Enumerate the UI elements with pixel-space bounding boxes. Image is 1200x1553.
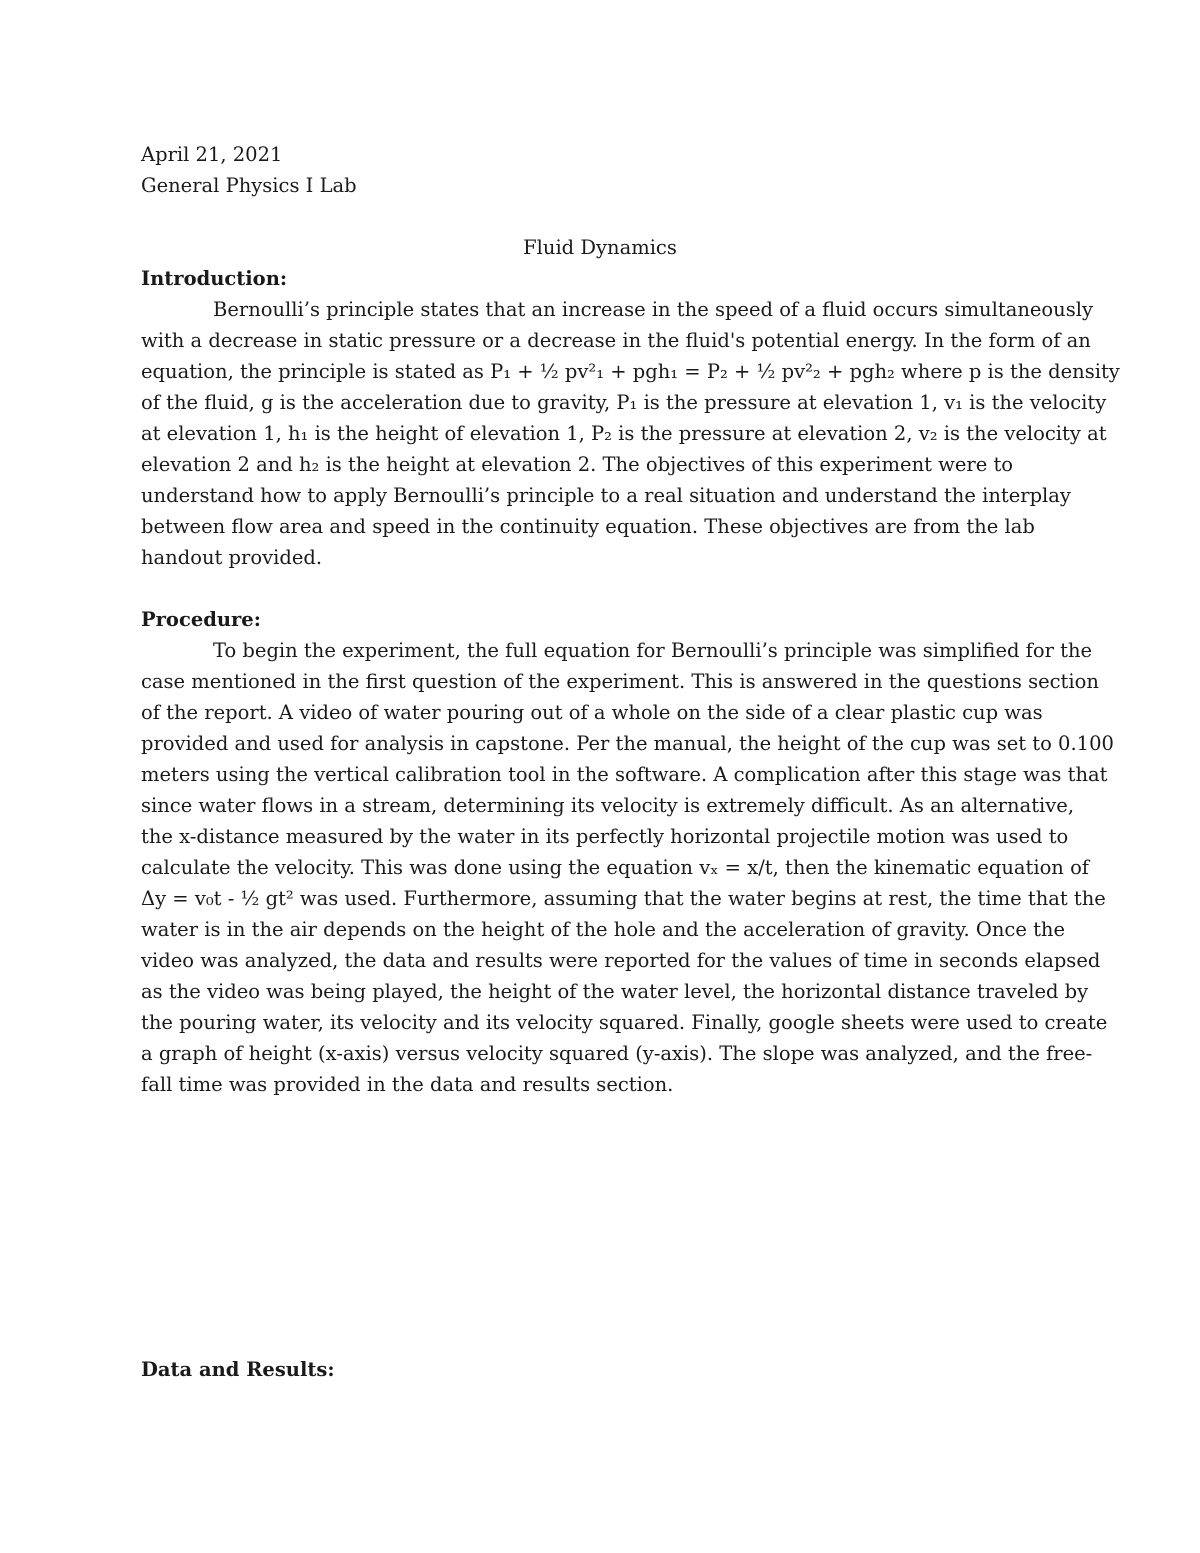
document-page xyxy=(141,139,1120,1385)
introduction-line: with a decrease in static pressure or a decrease in the fluid's potential energy. In the form of an xyxy=(141,329,1091,352)
blank-line xyxy=(141,201,1061,232)
introduction-line: of the fluid, g is the acceleration due to gravity, P₁ is the pressure at elevation 1, v₁ is the velocity xyxy=(141,391,1107,414)
procedure-line: water is in the air depends on the height of the hole and the acceleration of gravity. Once the xyxy=(141,918,1066,941)
page-whitespace xyxy=(141,1100,1061,1354)
procedure-line: the x-distance measured by the water in its perfectly horizontal projectile motion was used to xyxy=(141,825,1069,848)
data-results-heading: Data and Results: xyxy=(141,1358,335,1381)
procedure-line: provided and used for analysis in capstone. Per the manual, the height of the cup was set to 0.100 xyxy=(141,732,1114,755)
procedure-line: calculate the velocity. This was done using the equation vₓ = x/t, then the kinematic equation of xyxy=(141,856,1090,879)
procedure-line: of the report. A video of water pouring out of a whole on the side of a clear plastic cup was xyxy=(141,701,1043,724)
procedure-line: video was analyzed, the data and results were reported for the values of time in seconds elapsed xyxy=(141,949,1101,972)
procedure-line: case mentioned in the first question of the experiment. This is answered in the questions section xyxy=(141,670,1099,693)
introduction-line: between flow area and speed in the continuity equation. These objectives are from the lab xyxy=(141,515,1035,538)
procedure-line: since water flows in a stream, determining its velocity is extremely difficult. As an alternative, xyxy=(141,794,1075,817)
procedure-line: Δy = v₀t - ½ gt² was used. Furthermore, assuming that the water begins at rest, the time that the xyxy=(141,887,1106,910)
introduction-line: handout provided. xyxy=(141,546,323,569)
procedure-line: fall time was provided in the data and results section. xyxy=(141,1073,674,1096)
procedure-line: a graph of height (x-axis) versus velocity squared (y-axis). The slope was analyzed, and the free- xyxy=(141,1042,1093,1065)
blank-line xyxy=(141,573,1061,604)
document-date: April 21, 2021 xyxy=(141,143,283,166)
document-title: Fluid Dynamics xyxy=(523,236,677,259)
procedure-line: To begin the experiment, the full equation for Bernoulli’s principle was simplified for the xyxy=(213,639,1093,662)
procedure-line: as the video was being played, the height of the water level, the horizontal distance traveled by xyxy=(141,980,1089,1003)
introduction-heading: Introduction: xyxy=(141,267,288,290)
procedure-line: meters using the vertical calibration tool in the software. A complication after this stage was that xyxy=(141,763,1108,786)
course-name: General Physics I Lab xyxy=(141,174,357,197)
introduction-line: at elevation 1, h₁ is the height of elevation 1, P₂ is the pressure at elevation 2, v₂ is the velocity at xyxy=(141,422,1107,445)
introduction-line: understand how to apply Bernoulli’s principle to a real situation and understand the interplay xyxy=(141,484,1071,507)
introduction-line: Bernoulli’s principle states that an increase in the speed of a fluid occurs simultaneously xyxy=(213,298,1093,321)
procedure-line: the pouring water, its velocity and its velocity squared. Finally, google sheets were used to create xyxy=(141,1011,1108,1034)
introduction-line: equation, the principle is stated as P₁ + ½ pv²₁ + pgh₁ = P₂ + ½ pv²₂ + pgh₂ where p is the density xyxy=(141,360,1120,383)
introduction-line: elevation 2 and h₂ is the height at elevation 2. The objectives of this experiment were to xyxy=(141,453,1014,476)
procedure-heading: Procedure: xyxy=(141,608,261,631)
